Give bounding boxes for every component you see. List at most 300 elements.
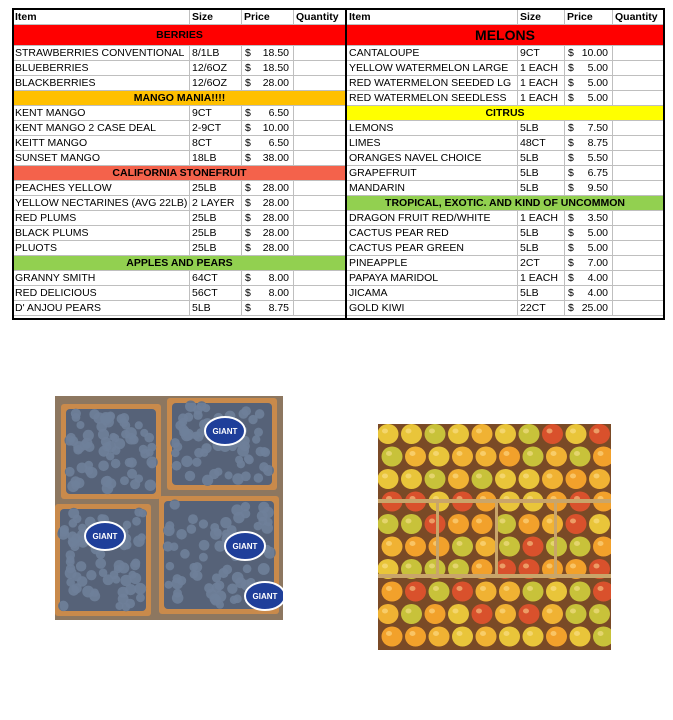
item-name: PINEAPPLE	[347, 256, 518, 271]
mango-highlight	[382, 609, 388, 614]
item-price	[242, 241, 294, 256]
mango-highlight	[500, 519, 506, 524]
clamshell-glare	[66, 409, 156, 494]
mango-highlight	[551, 631, 557, 636]
currency-symbol: $	[568, 257, 574, 269]
mango-highlight	[523, 564, 529, 569]
item-price	[565, 151, 613, 166]
item-size: 9CT	[190, 106, 242, 121]
mango-highlight	[570, 474, 576, 479]
section-header: MELONS	[347, 25, 664, 46]
item-price	[565, 286, 613, 301]
mango-highlight	[476, 429, 482, 434]
mango	[401, 514, 422, 534]
column-header-price: Price	[242, 9, 294, 25]
price-value: 5.50	[587, 152, 608, 164]
mango-highlight	[504, 586, 510, 591]
item-name: MANDARIN	[347, 181, 518, 196]
price-value: 28.00	[262, 212, 289, 224]
mango	[589, 514, 610, 534]
item-quantity	[294, 211, 347, 226]
item-name: GOLD KIWI	[347, 301, 518, 316]
item-quantity	[613, 76, 664, 91]
table-row	[13, 106, 664, 121]
mango-highlight	[547, 564, 553, 569]
currency-symbol: $	[568, 212, 574, 224]
item-size: 5LB	[518, 241, 565, 256]
price-value: 6.50	[268, 137, 289, 149]
table-row	[13, 136, 664, 151]
mango-highlight	[480, 631, 486, 636]
item-quantity	[613, 121, 664, 136]
mango-highlight	[574, 631, 580, 636]
price-value: 6.50	[268, 107, 289, 119]
table-row	[13, 301, 664, 316]
currency-symbol: $	[245, 242, 251, 254]
item-name: PEACHES YELLOW	[13, 181, 190, 196]
mango-highlight	[500, 609, 506, 614]
item-name: BLUEBERRIES	[13, 61, 190, 76]
mango	[452, 537, 473, 557]
mango-highlight	[382, 564, 388, 569]
item-price	[565, 271, 613, 286]
mango-highlight	[523, 609, 529, 614]
price-value: 7.00	[587, 257, 608, 269]
price-value: 4.00	[587, 272, 608, 284]
mango	[401, 604, 422, 624]
item-quantity	[613, 91, 664, 106]
mango-highlight	[382, 429, 388, 434]
item-name: D' ANJOU PEARS	[13, 301, 190, 316]
item-quantity	[294, 136, 347, 151]
mango	[448, 469, 469, 489]
mango-highlight	[457, 451, 463, 456]
currency-symbol: $	[245, 197, 251, 209]
mango-highlight	[523, 474, 529, 479]
mango-highlight	[504, 541, 510, 546]
item-name: YELLOW WATERMELON LARGE	[347, 61, 518, 76]
item-price	[565, 256, 613, 271]
currency-symbol: $	[245, 137, 251, 149]
price-value: 5.00	[587, 227, 608, 239]
mango-highlight	[527, 586, 533, 591]
price-value: 28.00	[262, 227, 289, 239]
mango-highlight	[410, 541, 416, 546]
item-size: 1 EACH	[518, 211, 565, 226]
item-size: 48CT	[518, 136, 565, 151]
mango-highlight	[504, 631, 510, 636]
item-size: 1 EACH	[518, 271, 565, 286]
price-value: 28.00	[262, 242, 289, 254]
item-quantity	[613, 181, 664, 196]
item-size: 25LB	[190, 241, 242, 256]
crate-divider	[378, 574, 611, 578]
price-value: 6.75	[587, 167, 608, 179]
item-name: RED WATERMELON SEEDLESS	[347, 91, 518, 106]
section-header: APPLES AND PEARS	[13, 256, 347, 271]
mango-highlight	[594, 474, 600, 479]
price-value: 8.00	[268, 287, 289, 299]
item-size: 1 EACH	[518, 61, 565, 76]
mango	[566, 469, 587, 489]
item-price	[242, 46, 294, 61]
item-quantity	[613, 211, 664, 226]
item-price	[242, 61, 294, 76]
mango-highlight	[406, 429, 412, 434]
mango	[589, 424, 610, 444]
mango	[566, 514, 587, 534]
item-name: PLUOTS	[13, 241, 190, 256]
mango	[499, 582, 520, 602]
mango-highlight	[500, 474, 506, 479]
mango	[570, 447, 591, 467]
price-value: 9.50	[587, 182, 608, 194]
item-quantity	[613, 301, 664, 316]
item-price	[242, 271, 294, 286]
mango-highlight	[429, 564, 435, 569]
mango	[499, 627, 520, 647]
mango	[378, 469, 399, 489]
table-row	[13, 211, 664, 226]
mango	[382, 447, 403, 467]
price-value: 18.50	[262, 62, 289, 74]
mango	[448, 604, 469, 624]
item-name: PAPAYA MARIDOL	[347, 271, 518, 286]
currency-symbol: $	[245, 47, 251, 59]
item-name: KENT MANGO 2 CASE DEAL	[13, 121, 190, 136]
currency-symbol: $	[245, 107, 251, 119]
mango-highlight	[476, 474, 482, 479]
mango-highlight	[500, 564, 506, 569]
mango-highlight	[433, 586, 439, 591]
item-name: YELLOW NECTARINES (AVG 22LB)	[13, 196, 190, 211]
table-row	[13, 121, 664, 136]
item-name: JICAMA	[347, 286, 518, 301]
mango-highlight	[547, 429, 553, 434]
column-header-price: Price	[565, 9, 613, 25]
item-size: 8/1LB	[190, 46, 242, 61]
mango-highlight	[429, 429, 435, 434]
mango	[401, 424, 422, 444]
item-name: CACTUS PEAR RED	[347, 226, 518, 241]
mango-highlight	[547, 474, 553, 479]
mango	[519, 604, 540, 624]
item-price	[242, 136, 294, 151]
item-name: SUNSET MANGO	[13, 151, 190, 166]
currency-symbol: $	[568, 152, 574, 164]
price-table-body	[13, 9, 664, 316]
column-header-item: Item	[347, 9, 518, 25]
mango	[476, 537, 497, 557]
mango	[405, 537, 426, 557]
price-value: 4.00	[587, 287, 608, 299]
mango	[570, 582, 591, 602]
price-value: 3.50	[587, 212, 608, 224]
item-price	[242, 211, 294, 226]
item-price	[242, 301, 294, 316]
item-price	[565, 76, 613, 91]
mangoes-photo	[378, 424, 611, 650]
mango-highlight	[523, 429, 529, 434]
mango	[570, 537, 591, 557]
mango	[519, 514, 540, 534]
mango-highlight	[410, 631, 416, 636]
brand-label-text: GIANT	[92, 532, 118, 541]
mango-highlight	[594, 519, 600, 524]
currency-symbol: $	[245, 77, 251, 89]
crate-divider	[554, 499, 557, 578]
item-price	[242, 106, 294, 121]
item-size: 25LB	[190, 181, 242, 196]
item-size: 5LB	[518, 226, 565, 241]
mango	[495, 604, 516, 624]
mango	[452, 582, 473, 602]
currency-symbol: $	[568, 167, 574, 179]
item-price	[565, 166, 613, 181]
mango	[546, 447, 567, 467]
price-value: 5.00	[587, 62, 608, 74]
item-quantity	[294, 196, 347, 211]
column-header-item: Item	[13, 9, 190, 25]
table-row	[13, 256, 664, 271]
currency-symbol: $	[568, 242, 574, 254]
section-header: CITRUS	[347, 106, 664, 121]
item-quantity	[294, 76, 347, 91]
item-price	[565, 46, 613, 61]
item-size: 18LB	[190, 151, 242, 166]
mango	[448, 514, 469, 534]
mango-highlight	[480, 541, 486, 546]
item-name: DRAGON FRUIT RED/WHITE	[347, 211, 518, 226]
price-value: 25.00	[581, 302, 608, 314]
currency-symbol: $	[245, 287, 251, 299]
table-row	[13, 271, 664, 286]
item-quantity	[613, 136, 664, 151]
mango-highlight	[386, 451, 392, 456]
mango	[378, 604, 399, 624]
mango-highlight	[457, 541, 463, 546]
mango-highlight	[594, 564, 600, 569]
mango	[472, 604, 493, 624]
item-quantity	[294, 151, 347, 166]
item-price	[565, 91, 613, 106]
currency-symbol: $	[245, 62, 251, 74]
item-name: CANTALOUPE	[347, 46, 518, 61]
mango-highlight	[382, 519, 388, 524]
mango	[476, 447, 497, 467]
mango-highlight	[382, 474, 388, 479]
mango-highlight	[457, 586, 463, 591]
item-quantity	[613, 286, 664, 301]
currency-symbol: $	[245, 152, 251, 164]
mango-highlight	[453, 474, 459, 479]
mango	[429, 627, 450, 647]
currency-symbol: $	[245, 212, 251, 224]
item-name: RED PLUMS	[13, 211, 190, 226]
mango	[452, 627, 473, 647]
mango	[589, 604, 610, 624]
mango	[476, 627, 497, 647]
mango-highlight	[570, 609, 576, 614]
item-size: 5LB	[518, 181, 565, 196]
mango	[429, 447, 450, 467]
table-row	[13, 91, 664, 106]
price-value: 18.50	[262, 47, 289, 59]
crate-divider	[495, 499, 498, 578]
table-row	[13, 76, 664, 91]
table-row	[13, 166, 664, 181]
item-price	[565, 136, 613, 151]
mango-highlight	[574, 451, 580, 456]
item-price	[242, 76, 294, 91]
mango-highlight	[453, 564, 459, 569]
currency-symbol: $	[245, 227, 251, 239]
mango-highlight	[594, 609, 600, 614]
price-value: 8.00	[268, 272, 289, 284]
item-price	[242, 196, 294, 211]
mango	[405, 582, 426, 602]
mango	[472, 514, 493, 534]
blueberries-image	[55, 396, 283, 620]
mango	[472, 424, 493, 444]
item-name: LIMES	[347, 136, 518, 151]
item-price	[565, 301, 613, 316]
mango	[495, 424, 516, 444]
mango-highlight	[527, 541, 533, 546]
currency-symbol: $	[568, 47, 574, 59]
section-header: BERRIES	[13, 25, 347, 46]
mango-highlight	[551, 451, 557, 456]
mango-highlight	[547, 609, 553, 614]
item-price	[565, 226, 613, 241]
item-name: KENT MANGO	[13, 106, 190, 121]
item-quantity	[294, 301, 347, 316]
mango-highlight	[476, 609, 482, 614]
currency-symbol: $	[568, 182, 574, 194]
mango	[425, 514, 446, 534]
item-price	[565, 181, 613, 196]
item-name: KEITT MANGO	[13, 136, 190, 151]
mango-highlight	[433, 631, 439, 636]
mango-highlight	[433, 451, 439, 456]
mango	[499, 447, 520, 467]
column-header-quantity: Quantity	[613, 9, 664, 25]
mango-highlight	[429, 474, 435, 479]
mango-highlight	[429, 519, 435, 524]
price-value: 28.00	[262, 77, 289, 89]
item-quantity	[613, 226, 664, 241]
mango	[542, 469, 563, 489]
mango	[476, 582, 497, 602]
item-size: 25LB	[190, 211, 242, 226]
mango	[382, 627, 403, 647]
item-price	[242, 121, 294, 136]
item-size: 5LB	[518, 166, 565, 181]
currency-symbol: $	[568, 137, 574, 149]
mango-highlight	[574, 586, 580, 591]
mango	[495, 469, 516, 489]
table-row	[13, 25, 664, 46]
mango	[382, 537, 403, 557]
item-size: 1 EACH	[518, 91, 565, 106]
item-quantity	[294, 106, 347, 121]
mango-highlight	[598, 541, 604, 546]
column-header-size: Size	[518, 9, 565, 25]
mango-highlight	[523, 519, 529, 524]
item-price	[242, 151, 294, 166]
currency-symbol: $	[245, 302, 251, 314]
table-row	[13, 46, 664, 61]
mango	[570, 627, 591, 647]
mango	[523, 582, 544, 602]
mango-highlight	[386, 586, 392, 591]
mango	[382, 582, 403, 602]
item-quantity	[294, 286, 347, 301]
item-price	[565, 211, 613, 226]
mango-highlight	[406, 519, 412, 524]
mango	[542, 424, 563, 444]
blueberries-photo	[55, 396, 283, 620]
section-header: MANGO MANIA!!!!	[13, 91, 347, 106]
item-size: 56CT	[190, 286, 242, 301]
mango	[452, 447, 473, 467]
price-value: 8.75	[268, 302, 289, 314]
mango-highlight	[598, 631, 604, 636]
mango-highlight	[406, 609, 412, 614]
item-price	[242, 181, 294, 196]
mango-highlight	[547, 519, 553, 524]
currency-symbol: $	[245, 122, 251, 134]
item-name: BLACKBERRIES	[13, 76, 190, 91]
mango-highlight	[476, 519, 482, 524]
mango	[523, 627, 544, 647]
item-size: 5LB	[190, 301, 242, 316]
item-name: ORANGES NAVEL CHOICE	[347, 151, 518, 166]
mango-highlight	[429, 609, 435, 614]
mango-highlight	[570, 564, 576, 569]
mango	[542, 604, 563, 624]
mango	[589, 469, 610, 489]
mango	[405, 447, 426, 467]
item-quantity	[294, 121, 347, 136]
mango	[523, 447, 544, 467]
mango-highlight	[551, 586, 557, 591]
column-header-row	[13, 9, 664, 25]
currency-symbol: $	[568, 287, 574, 299]
mango	[523, 537, 544, 557]
mango	[566, 604, 587, 624]
mango-highlight	[453, 609, 459, 614]
price-value: 10.00	[581, 47, 608, 59]
item-name: RED WATERMELON SEEDED LG	[347, 76, 518, 91]
item-quantity	[294, 181, 347, 196]
currency-symbol: $	[245, 182, 251, 194]
mango	[429, 582, 450, 602]
item-quantity	[613, 46, 664, 61]
mango-highlight	[527, 451, 533, 456]
mango	[495, 514, 516, 534]
item-quantity	[294, 271, 347, 286]
table-row	[13, 226, 664, 241]
mango-highlight	[598, 451, 604, 456]
item-name: CACTUS PEAR GREEN	[347, 241, 518, 256]
price-sheet	[12, 8, 663, 316]
price-value: 5.00	[587, 92, 608, 104]
item-size: 2CT	[518, 256, 565, 271]
mango-highlight	[386, 541, 392, 546]
item-name: GRANNY SMITH	[13, 271, 190, 286]
mango-highlight	[410, 451, 416, 456]
